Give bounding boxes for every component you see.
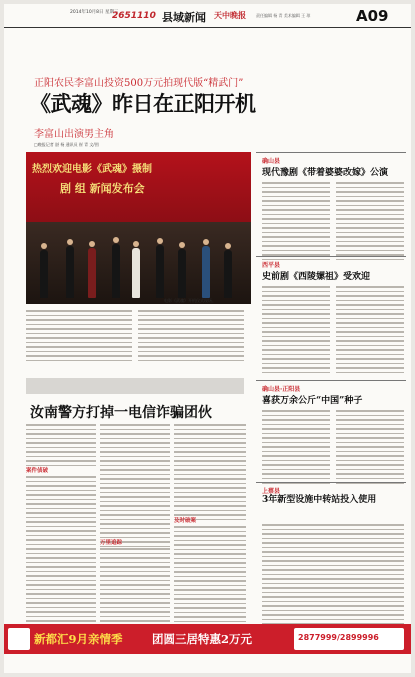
lead-subtitle-bottom: 李富山出演男主角 [34, 129, 114, 140]
right-body-4 [262, 524, 404, 632]
photo-caption: 电影《武魂》开机仪式现场。 [164, 298, 216, 303]
newspaper-page [4, 4, 411, 673]
right-body-1a [262, 182, 330, 263]
person-figure [156, 245, 164, 298]
lower-body-col-2 [100, 424, 170, 550]
right-divider [256, 482, 406, 483]
right-divider [256, 152, 406, 153]
right-tag-3: 确山县·正阳县 [262, 386, 301, 393]
ad-title: 新都汇9月亲情季 [34, 632, 123, 646]
lower-body-col-1 [26, 424, 96, 469]
page-number: A09 [356, 7, 389, 25]
right-divider [256, 256, 406, 257]
banner-line-2: 剧 组 新闻发布会 [60, 182, 145, 195]
photo-banner [26, 152, 251, 222]
lower-body-col-1b [26, 476, 96, 638]
lead-subtitle-top: 正阳农民李富山投资500万元拍现代版“精武门” [34, 78, 244, 89]
right-headline-2[interactable]: 史前剧《西陵嫘祖》受欢迎 [262, 272, 371, 282]
right-body-2b [336, 286, 404, 376]
person-figure [224, 250, 232, 298]
person-figure [88, 248, 96, 298]
right-headline-1[interactable]: 现代豫剧《带着婆婆改嫁》公演 [262, 168, 389, 178]
person-figure [178, 249, 186, 298]
lead-body-col-1 [26, 310, 132, 364]
photo-stage [26, 222, 251, 304]
footer-advertisement[interactable] [4, 624, 411, 654]
person-figure [112, 244, 120, 298]
section-title: 县域新闻 [162, 11, 206, 24]
lower-subhead-1: 案件侦破 [26, 468, 49, 474]
person-figure [40, 250, 48, 298]
right-divider [256, 380, 406, 381]
banner-line-1: 热烈欢迎电影《武魂》摄制 [32, 164, 152, 175]
ad-phone-number: 2877999/2899996 [298, 633, 379, 642]
page-header [4, 4, 411, 30]
lead-body-col-2 [138, 310, 244, 364]
ad-logo-icon [8, 628, 30, 650]
header-rule [4, 27, 411, 28]
lower-intro-box [26, 378, 244, 394]
lower-headline[interactable]: 汝南警方打掉一电信诈骗团伙 [30, 405, 212, 421]
lower-subhead-2: 万里追踪 [100, 540, 123, 546]
right-body-1b [336, 182, 404, 263]
lead-byline: □晚报记者 谌 杨 通讯员 崔 青 文/图 [34, 142, 99, 147]
hotline-number: 2651110 [112, 11, 156, 21]
editors-line: 责任编辑 杨 青 美术编辑 王 琼 [256, 13, 311, 18]
paper-logo: 天中晚报 [214, 11, 246, 20]
right-body-3b [336, 410, 404, 487]
ad-offer: 团圆三居特惠2万元 [152, 632, 253, 646]
right-headline-3[interactable]: 喜获万余公斤“中国”种子 [262, 396, 363, 406]
ad-phone-box [294, 628, 404, 650]
person-figure [132, 248, 140, 298]
lead-headline[interactable]: 《武魂》昨日在正阳开机 [30, 91, 256, 116]
right-headline-4[interactable]: 3年新型设施中转站投入使用 [262, 495, 377, 505]
right-tag-1: 确山县 [262, 158, 281, 165]
lead-photo [26, 152, 251, 304]
lower-subhead-3: 及时破案 [174, 518, 197, 524]
person-figure [202, 246, 210, 298]
lower-body-col-3b [174, 526, 246, 630]
right-tag-2: 西平县 [262, 262, 281, 269]
right-tag-4: 上蔡县 [262, 488, 281, 495]
issue-date: 2014年10月8日 星期三 [70, 10, 119, 15]
lower-body-col-3 [174, 424, 246, 523]
lower-body-col-2b [100, 548, 170, 629]
right-body-2a [262, 286, 330, 376]
right-body-3a [262, 410, 330, 487]
person-figure [66, 246, 74, 298]
